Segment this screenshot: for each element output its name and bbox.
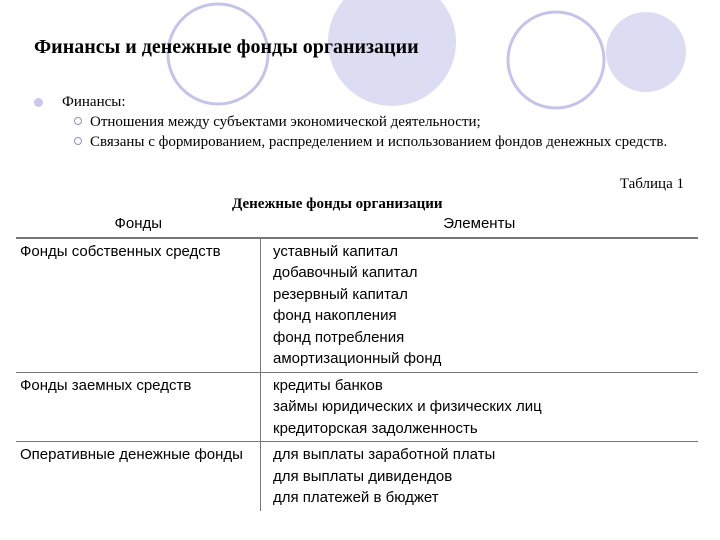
fund-cell: Фонды заемных средств (16, 372, 261, 442)
ring-bullet-icon (74, 137, 82, 145)
element-item: амортизационный фонд (273, 350, 442, 367)
element-item: кредиторская задолженность (273, 419, 478, 437)
bullet-item (34, 92, 694, 112)
elements-cell (261, 238, 699, 373)
element-item: уставный капитал (273, 242, 398, 260)
decor-circle-filled (606, 12, 686, 92)
element-item: резервный капитал (273, 285, 408, 303)
table-row (16, 372, 698, 442)
sub-bullet-text: Отношения между субъектами экономической деятельности; (90, 114, 481, 130)
table-row (16, 442, 698, 511)
bullet-list (34, 92, 694, 152)
element-item: для выплаты дивидендов (273, 467, 453, 485)
header-funds: Фонды (16, 210, 261, 238)
table-caption: Денежные фонды организации (232, 196, 443, 212)
element-item: добавочный капитал (273, 264, 418, 281)
fund-cell: Фонды собственных средств (16, 238, 261, 373)
element-item: фонд накопления (273, 307, 397, 324)
bullet-icon (34, 98, 43, 107)
header-elements: Элементы (261, 210, 699, 238)
element-item: кредиты банков (273, 376, 383, 394)
element-item: займы юридических и физических лиц (273, 398, 542, 415)
sub-bullet-item (34, 132, 694, 152)
bullet-text: Финансы: (62, 94, 126, 110)
element-item: фонд потребления (273, 328, 405, 346)
funds-table (16, 210, 698, 511)
ring-bullet-icon (74, 117, 82, 125)
elements-cell (261, 442, 699, 511)
element-item: для выплаты заработной платы (273, 446, 496, 463)
sub-bullet-item (34, 112, 694, 132)
elements-cell (261, 372, 699, 442)
sub-bullet-text: Связаны с формированием, распределением и использованием фондов денежных средств. (90, 134, 668, 150)
slide-title: Финансы и денежные фонды организации (34, 36, 419, 58)
table-header-row (16, 210, 698, 238)
table-row (16, 238, 698, 373)
table-number: Таблица 1 (619, 176, 684, 192)
fund-cell: Оперативные денежные фонды (16, 442, 261, 511)
element-item: для платежей в бюджет (273, 489, 439, 506)
